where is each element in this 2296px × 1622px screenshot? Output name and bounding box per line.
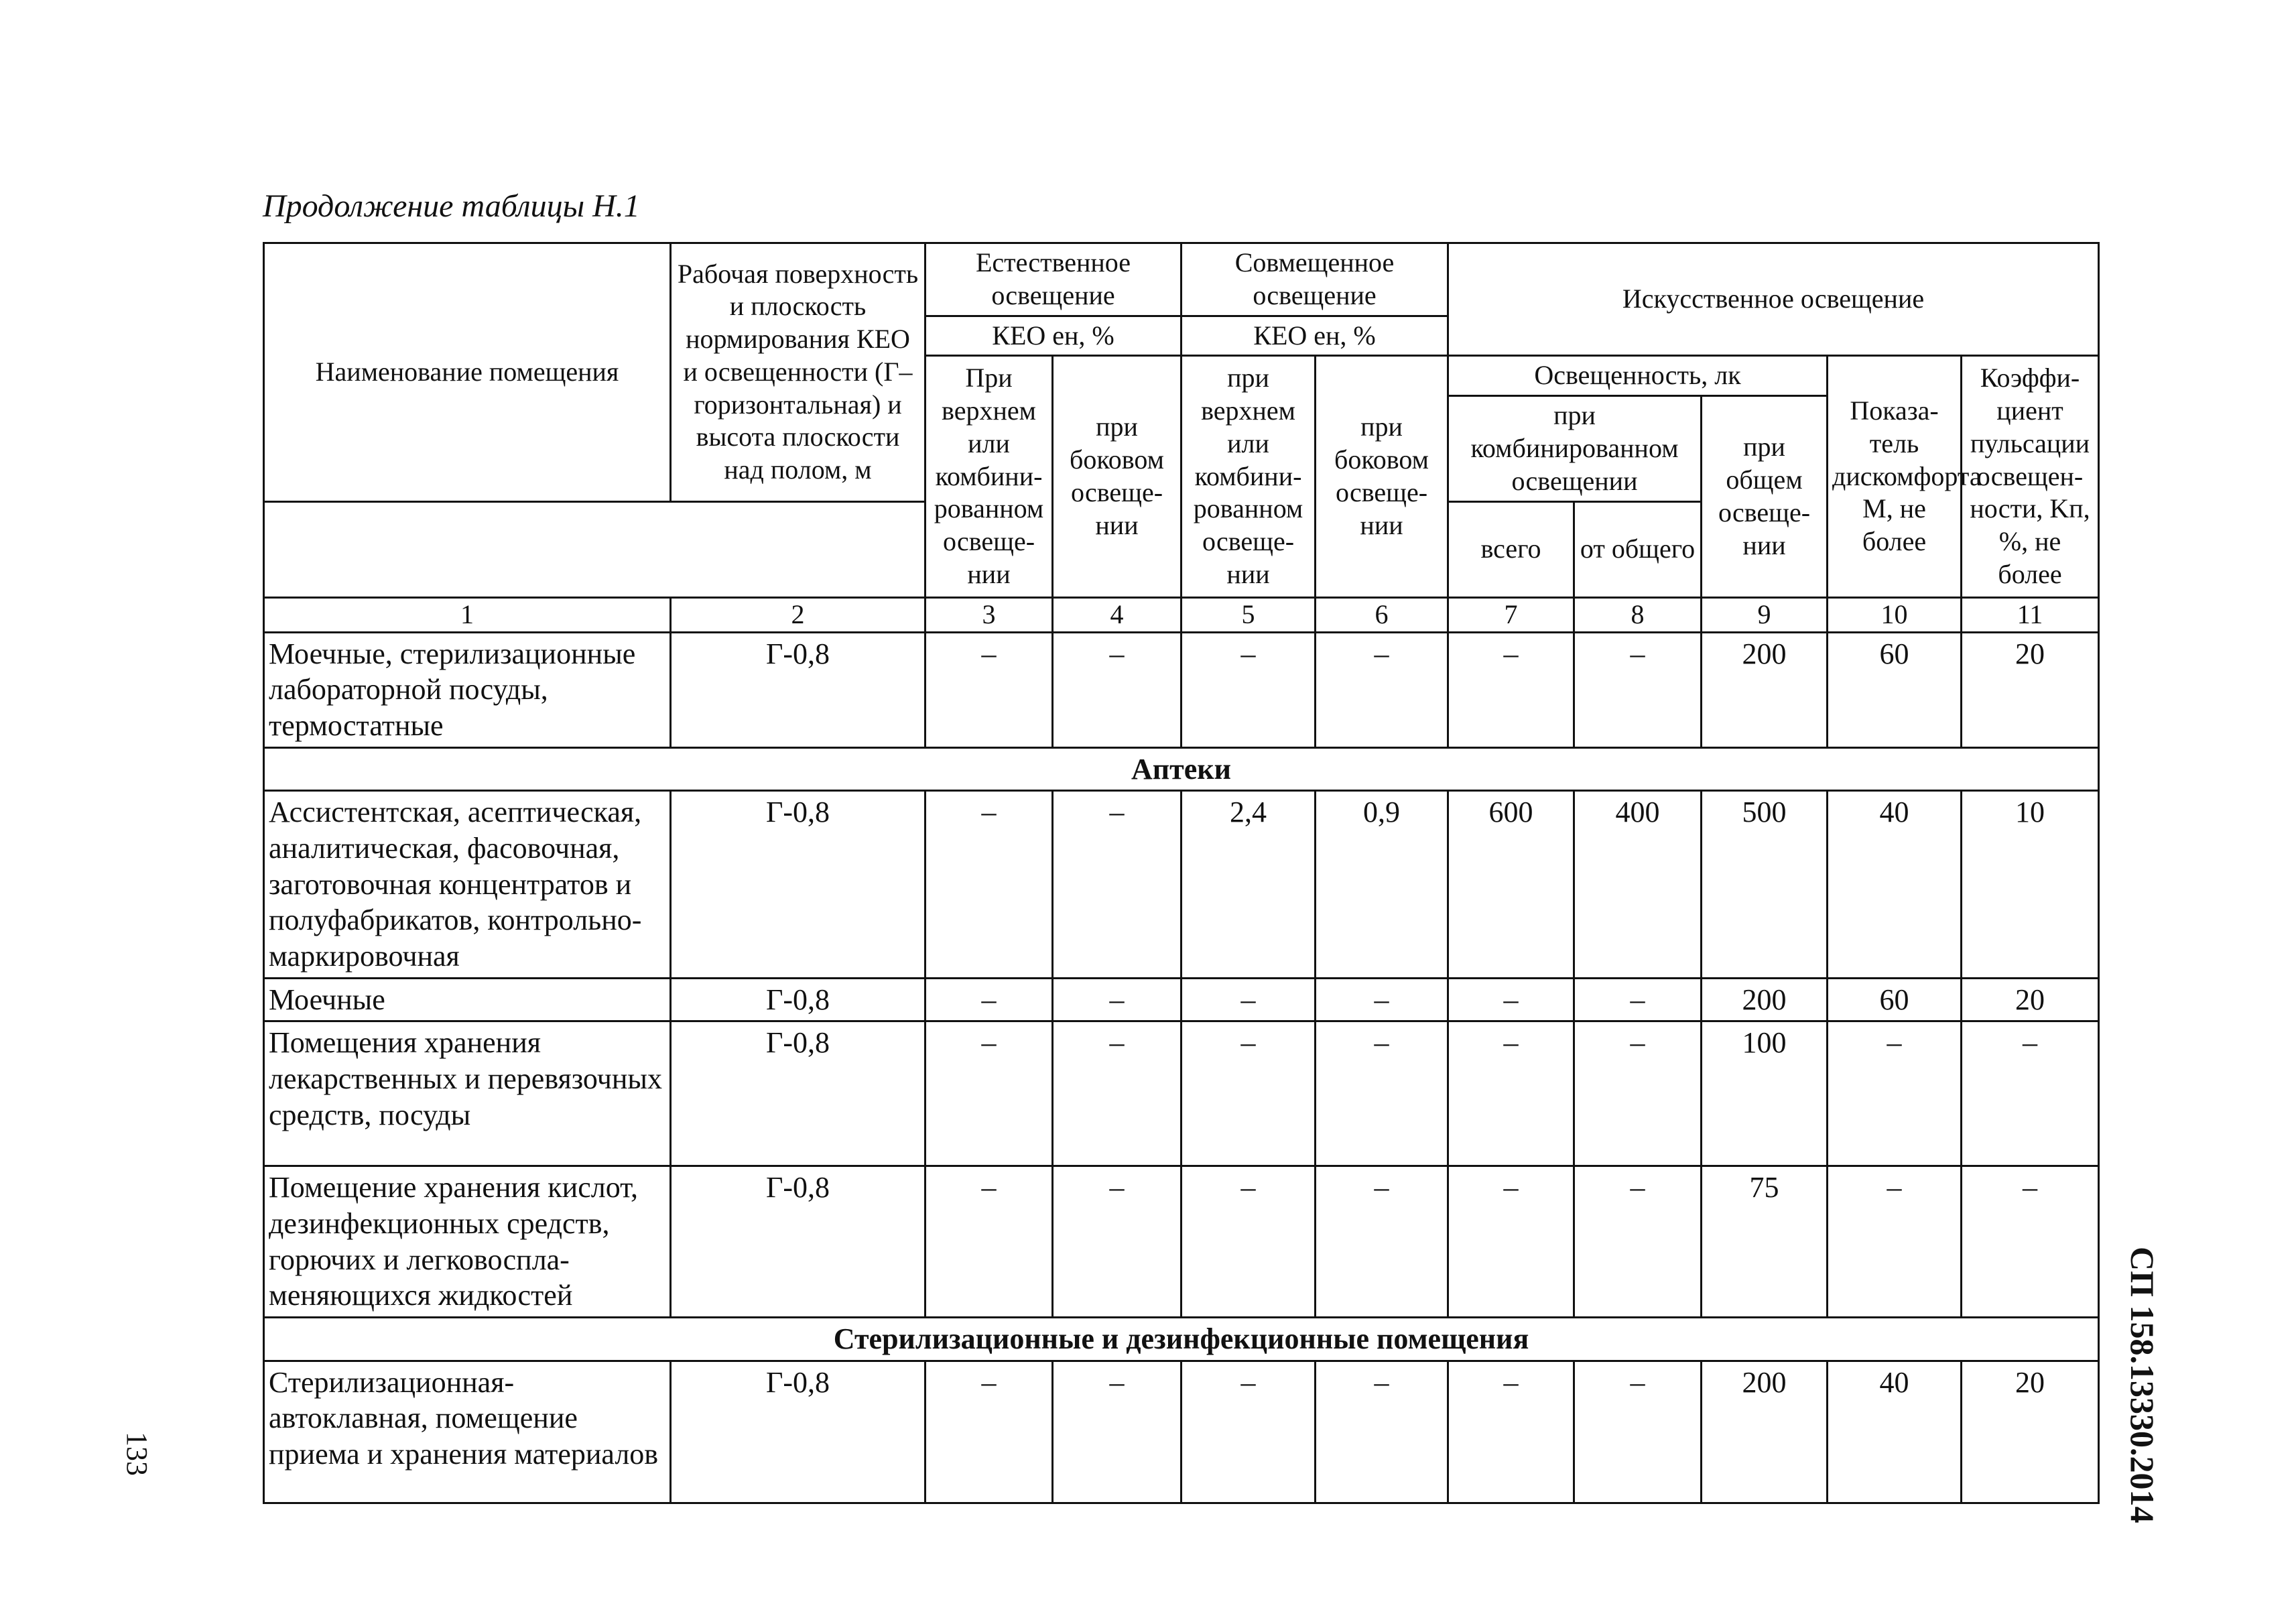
column-number: 6 [1316,597,1448,632]
value-cell: – [1053,791,1182,978]
column-number: 7 [1448,597,1574,632]
value-cell: – [1053,1361,1182,1503]
header-combined-illumination: при комбинированном освещении [1448,396,1702,501]
header-combined-top: при верхнем или комбини-рованном освеще-нии [1182,356,1316,597]
value-cell: 500 [1702,791,1828,978]
value-cell: – [1053,632,1182,747]
value-cell: 60 [1828,978,1962,1021]
value-cell: – [1574,1166,1702,1318]
value-cell: – [1962,1166,2099,1318]
value-cell: – [1448,1361,1574,1503]
value-cell: – [1828,1021,1962,1166]
column-number: 1 [264,597,671,632]
lighting-norms-table [263,242,2100,1504]
header-combined-lighting: Совмещенное освещение [1182,243,1448,316]
header-general-illumination: при общем освеще-нии [1702,396,1828,597]
value-cell: 0,9 [1316,791,1448,978]
section-row [264,747,2099,791]
section-title: Стерилизационные и дезинфекционные помещения [264,1317,2099,1361]
header-total: всего [1448,501,1574,597]
value-cell: – [926,1166,1053,1318]
header-keo-combined: КЕО eн, % [1182,316,1448,356]
value-cell: 200 [1702,978,1828,1021]
value-cell: – [1053,1021,1182,1166]
value-cell: – [1316,1361,1448,1503]
value-cell: 200 [1702,1361,1828,1503]
column-number: 8 [1574,597,1702,632]
value-cell: 40 [1828,1361,1962,1503]
work-surface-cell: Г-0,8 [671,1021,926,1166]
table-row [264,632,2099,747]
work-surface-cell: Г-0,8 [671,791,926,978]
column-number: 4 [1053,597,1182,632]
value-cell: – [1182,1166,1316,1318]
value-cell: – [1182,632,1316,747]
work-surface-cell: Г-0,8 [671,632,926,747]
column-number-row [264,597,2099,632]
document-code-text: СП 158.13330.2014 [2124,1247,2161,1523]
room-name-cell: Стерилизационная-автоклавная, помещение приема и хранения материалов [264,1361,671,1503]
value-cell: 600 [1448,791,1574,978]
value-cell: – [1574,978,1702,1021]
value-cell: 100 [1702,1021,1828,1166]
header-natural-lighting: Естественное освещение [926,243,1182,316]
value-cell: 60 [1828,632,1962,747]
value-cell: 2,4 [1182,791,1316,978]
value-cell: 20 [1962,1361,2099,1503]
page-number-text: 133 [121,1432,153,1476]
value-cell: 10 [1962,791,2099,978]
room-name-cell: Моечные [264,978,671,1021]
header-from-general: от общего [1574,501,1702,597]
value-cell: – [1182,1021,1316,1166]
column-number: 10 [1828,597,1962,632]
value-cell: – [1448,632,1574,747]
room-name-cell: Ассистентская, асептическая, аналитическая, фасовочная, заготовочная концентратов и полуфабрикатов, контрольно-маркировочная [264,791,671,978]
header-natural-top: При верхнем или комбини-рованном освеще-нии [926,356,1053,597]
value-cell: – [1448,1021,1574,1166]
header-pulsation-coefficient: Коэффи-циент пульсации освещен-ности, Kп, %, не более [1962,356,2099,597]
value-cell: – [1448,1166,1574,1318]
column-number: 9 [1702,597,1828,632]
table-row [264,1021,2099,1166]
value-cell: – [1448,978,1574,1021]
value-cell: 200 [1702,632,1828,747]
header-work-surface: Рабочая поверхность и плоскость нормирования КЕО и освещенности (Г–горизонтальная) и высота плоскости над полом, м [671,243,926,502]
value-cell: 75 [1702,1166,1828,1318]
header-keo-natural: КЕО eн, % [926,316,1182,356]
value-cell: – [1182,1361,1316,1503]
header-discomfort-index: Показа-тель дискомфорта M, не более [1828,356,1962,597]
room-name-cell: Помещения хранения лекарственных и перевязочных средств, посуды [264,1021,671,1166]
section-row [264,1317,2099,1361]
value-cell: – [926,632,1053,747]
value-cell: – [1828,1166,1962,1318]
value-cell: – [1574,632,1702,747]
column-number: 2 [671,597,926,632]
table-row [264,978,2099,1021]
table-row [264,791,2099,978]
value-cell: – [1316,978,1448,1021]
value-cell: – [1574,1021,1702,1166]
value-cell: – [1053,1166,1182,1318]
room-name-cell: Помещение хранения кислот, дезинфекционных средств, горючих и легковоспла-меняющихся жидкостей [264,1166,671,1318]
header-natural-side: при боковом освеще-нии [1053,356,1182,597]
work-surface-cell: Г-0,8 [671,1166,926,1318]
value-cell: 400 [1574,791,1702,978]
column-number: 11 [1962,597,2099,632]
table-caption: Продолжение таблицы Н.1 [263,188,640,224]
header-combined-side: при боковом освеще-нии [1316,356,1448,597]
work-surface-cell: Г-0,8 [671,978,926,1021]
value-cell: – [926,1021,1053,1166]
value-cell: 20 [1962,632,2099,747]
column-number: 5 [1182,597,1316,632]
value-cell: 20 [1962,978,2099,1021]
section-title: Аптеки [264,747,2099,791]
value-cell: – [1962,1021,2099,1166]
room-name-cell: Моечные, стерилизационные лабораторной посуды, термостатные [264,632,671,747]
value-cell: – [926,791,1053,978]
value-cell: – [1316,1166,1448,1318]
table-row [264,1166,2099,1318]
value-cell: – [926,1361,1053,1503]
header-room-name: Наименование помещения [264,243,671,502]
value-cell: – [1182,978,1316,1021]
column-number: 3 [926,597,1053,632]
value-cell: – [1053,978,1182,1021]
value-cell: – [1316,1021,1448,1166]
value-cell: 40 [1828,791,1962,978]
work-surface-cell: Г-0,8 [671,1361,926,1503]
header-artificial-lighting: Искусственное освещение [1448,243,2099,356]
value-cell: – [1574,1361,1702,1503]
header-illuminance: Освещенность, лк [1448,356,1828,396]
value-cell: – [1316,632,1448,747]
value-cell: – [926,978,1053,1021]
table-row [264,1361,2099,1503]
